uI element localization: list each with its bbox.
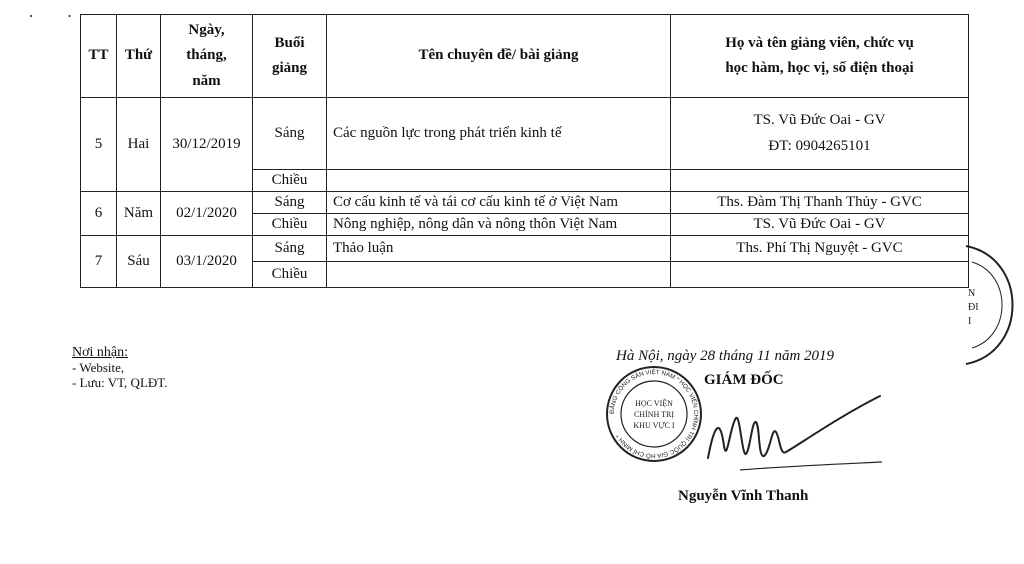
- cell-giang-vien: TS. Vũ Đức Oai - GV ĐT: 0904265101: [671, 98, 969, 170]
- cell-ten: Các nguồn lực trong phát triển kinh tế: [327, 98, 671, 170]
- table-row: [81, 192, 969, 214]
- schedule-table: [80, 14, 969, 288]
- table-row: [81, 236, 969, 262]
- cell-giang-vien: [671, 262, 969, 288]
- header-ten-chuyen-de: Tên chuyên đề/ bài giảng: [327, 15, 671, 98]
- cell-tt: 6: [81, 192, 117, 236]
- signer-role: GIÁM ĐỐC: [704, 372, 784, 388]
- recipient-item: - Lưu: VT, QLĐT.: [72, 375, 168, 390]
- seal-line: CHÍNH TRỊ: [633, 410, 675, 419]
- signer-name: Nguyễn Vĩnh Thanh: [678, 488, 809, 504]
- header-giang-vien: Họ và tên giảng viên, chức vụ học hàm, học vị, số điện thoại: [671, 15, 969, 98]
- seal-line: HỌC VIỆN: [635, 399, 673, 408]
- cell-ten: Nông nghiệp, nông dân và nông thôn Việt Nam: [327, 214, 671, 236]
- cell-giang-vien: Ths. Đàm Thị Thanh Thủy - GVC: [671, 192, 969, 214]
- cell-ten: [327, 262, 671, 288]
- header-row: [81, 15, 969, 98]
- cell-giang-vien: TS. Vũ Đức Oai - GV: [671, 214, 969, 236]
- cell-thu: Sáu: [117, 236, 161, 288]
- cell-buoi: Chiều: [253, 214, 327, 236]
- cell-buoi: Sáng: [253, 98, 327, 170]
- cell-thu: Năm: [117, 192, 161, 236]
- cell-ngay: 03/1/2020: [161, 236, 253, 288]
- scan-dots: · ·: [28, 6, 87, 26]
- seal-ring-text: ĐẢNG CỘNG SẢN VIỆT NAM * HỌC VIỆN CHÍNH TRỊ QUỐC GIA HỒ CHÍ MINH *: [608, 368, 700, 460]
- cell-giang-vien: [671, 170, 969, 192]
- header-buoi: Buổi giảng: [253, 15, 327, 98]
- stamp-fragment: ĐI: [968, 302, 979, 313]
- header-tt: TT: [81, 15, 117, 98]
- stamp-fragment: N: [968, 288, 976, 299]
- cell-buoi: Sáng: [253, 192, 327, 214]
- cell-thu: Hai: [117, 98, 161, 192]
- signing-date: Hà Nội, ngày 28 tháng 11 năm 2019: [616, 348, 835, 364]
- cell-ten: Thảo luận: [327, 236, 671, 262]
- handwritten-signature-icon: [700, 386, 890, 476]
- partial-stamp-icon: [958, 240, 1024, 370]
- official-seal-icon: [604, 364, 704, 464]
- cell-tt: 7: [81, 236, 117, 288]
- recipient-item: - Website,: [72, 360, 125, 375]
- cell-ngay: 02/1/2020: [161, 192, 253, 236]
- stamp-fragment: I: [968, 316, 972, 327]
- cell-buoi: Chiều: [253, 170, 327, 192]
- recipients-block: [72, 345, 168, 390]
- cell-tt: 5: [81, 98, 117, 192]
- seal-line: KHU VỰC I: [633, 421, 675, 430]
- cell-ten: [327, 170, 671, 192]
- cell-ngay: 30/12/2019: [161, 98, 253, 192]
- header-thu: Thứ: [117, 15, 161, 98]
- cell-buoi: Sáng: [253, 236, 327, 262]
- table-row: [81, 98, 969, 170]
- header-ngay: Ngày, tháng, năm: [161, 15, 253, 98]
- cell-buoi: Chiều: [253, 262, 327, 288]
- cell-giang-vien: Ths. Phí Thị Nguyệt - GVC: [671, 236, 969, 262]
- cell-ten: Cơ cấu kinh tế và tái cơ cấu kinh tế ở Việt Nam: [327, 192, 671, 214]
- recipients-title: Nơi nhận:: [72, 345, 129, 360]
